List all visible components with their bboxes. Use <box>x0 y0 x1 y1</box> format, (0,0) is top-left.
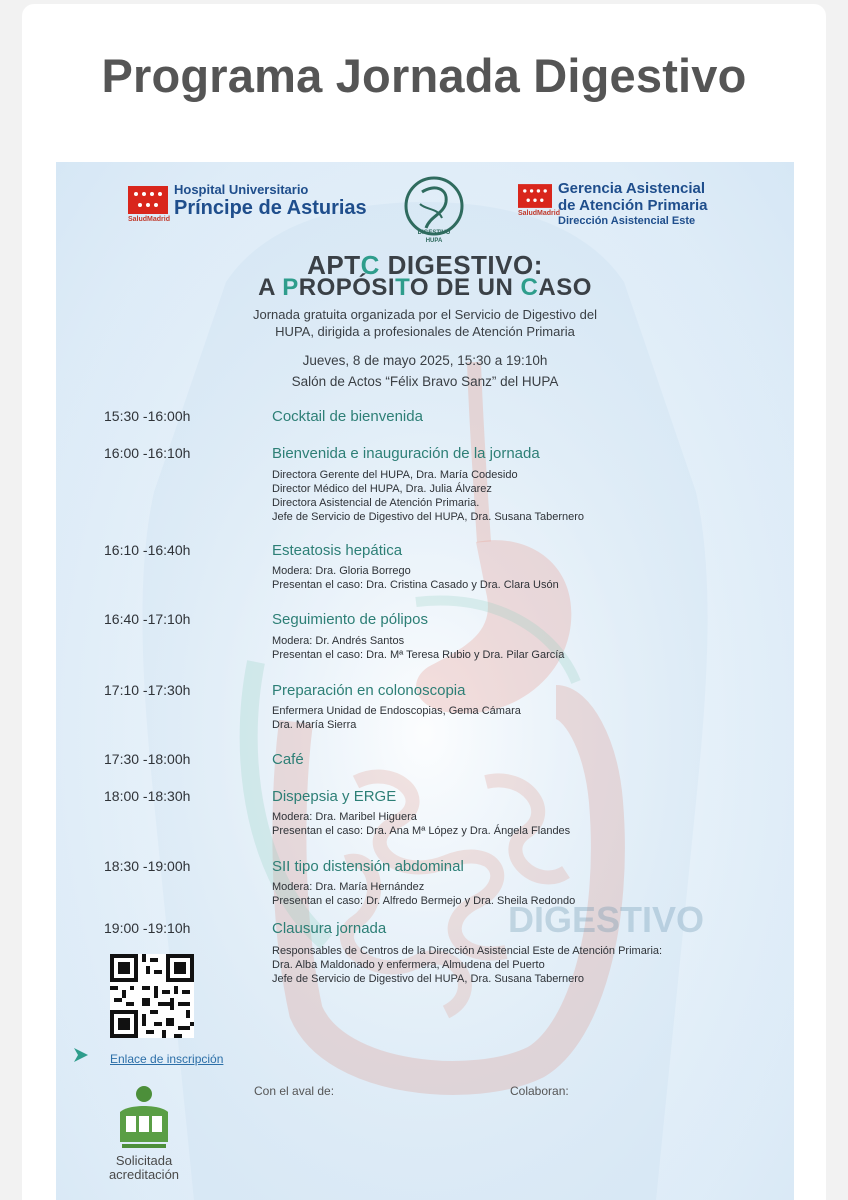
gerencia-logo-line3: Dirección Asistencial Este <box>558 215 696 227</box>
slot-title: Preparación en colonoscopia <box>272 682 466 699</box>
page-title: Programa Jornada Digestivo <box>101 49 747 102</box>
slot-title: Esteatosis hepática <box>272 542 403 559</box>
madrid-stars-icon <box>128 186 168 214</box>
slot-detail: Dra. Alba Maldonado y enfermera, Almudena del Puerto <box>272 959 545 971</box>
poster-intro <box>56 306 794 340</box>
event-poster <box>56 162 794 1200</box>
madrid-stars-icon <box>518 184 552 208</box>
accreditation-line2: acreditación <box>108 1167 180 1182</box>
slot-time: 18:30 -19:00h <box>104 858 191 874</box>
slot-title: SII tipo distensión abdominal <box>272 858 464 875</box>
arrow-right-icon <box>70 1044 92 1066</box>
salud-madrid-tag: SaludMadrid <box>518 210 561 217</box>
salud-madrid-tag: SaludMadrid <box>128 216 171 223</box>
slot-time: 19:00 -19:10h <box>104 920 191 936</box>
slot-detail: Responsables de Centros de la Dirección Asistencial Este de Atención Primaria: <box>272 945 663 957</box>
registration-link[interactable]: Enlace de inscripción <box>110 1052 224 1066</box>
gerencia-logo-line1: Gerencia Asistencial <box>558 180 706 197</box>
registration-qr-code[interactable] <box>110 954 194 1038</box>
slot-time: 17:10 -17:30h <box>104 682 191 698</box>
slot-detail: Modera: Dra. María Hernández <box>272 881 425 893</box>
slot-title: Bienvenida e inauguración de la jornada <box>272 445 540 462</box>
hospital-logo-line2: Príncipe de Asturias <box>174 197 367 219</box>
slot-detail: Modera: Dr. Andrés Santos <box>272 635 405 647</box>
center-logo-line1: DIGESTIVO <box>417 230 451 236</box>
slot-title: Café <box>272 751 304 768</box>
slot-time: 17:30 -18:00h <box>104 751 191 767</box>
slot-detail: Presentan el caso: Dra. Mª Teresa Rubio y Dra. Pilar García <box>272 649 565 661</box>
slot-detail: Jefe de Servicio de Digestivo del HUPA, Dra. Susana Tabernero <box>272 973 585 985</box>
gerencia-logo-line2: de Atención Primaria <box>558 197 708 214</box>
slot-detail: Presentan el caso: Dr. Alfredo Bermejo y Dra. Sheila Redondo <box>272 895 576 907</box>
slot-time: 16:00 -16:10h <box>104 445 191 461</box>
slot-detail: Presentan el caso: Dra. Cristina Casado y Dra. Clara Usón <box>272 579 559 591</box>
slot-title: Clausura jornada <box>272 920 387 937</box>
accreditation-line1: Solicitada <box>115 1153 173 1168</box>
event-date: Jueves, 8 de mayo 2025, 15:30 a 19:10h <box>302 353 548 368</box>
intro-line2: HUPA, dirigida a profesionales de Atención Primaria <box>275 324 575 339</box>
slot-detail: Modera: Dra. Gloria Borrego <box>272 565 411 577</box>
slot-detail: Jefe de Servicio de Digestivo del HUPA, Dra. Susana Tabernero <box>272 511 585 523</box>
intro-line1: Jornada gratuita organizada por el Servicio de Digestivo del <box>253 307 597 322</box>
slot-detail: Presentan el caso: Dra. Ana Mª López y Dra. Ángela Flandes <box>272 825 571 837</box>
digestivo-hupa-logo <box>402 174 466 246</box>
poster-date-venue <box>56 350 794 392</box>
slot-detail: Modera: Dra. Maribel Higuera <box>272 811 417 823</box>
slot-title: Seguimiento de pólipos <box>272 611 428 628</box>
slot-detail: Dra. María Sierra <box>272 719 357 731</box>
slot-time: 18:00 -18:30h <box>104 788 191 804</box>
slot-time: 15:30 -16:00h <box>104 408 191 424</box>
event-venue: Salón de Actos “Félix Bravo Sanz” del HUPA <box>291 374 559 389</box>
poster-headline-line1: APTC DIGESTIVO: <box>307 250 543 280</box>
slot-detail: Enfermera Unidad de Endoscopias, Gema Cámara <box>272 705 521 717</box>
slot-time: 16:10 -16:40h <box>104 542 191 558</box>
accreditation-logo <box>108 1082 180 1154</box>
slot-title: Dispepsia y ERGE <box>272 788 397 805</box>
slot-time: 16:40 -17:10h <box>104 611 191 627</box>
slot-detail: Directora Gerente del HUPA, Dra. María Codesido <box>272 469 518 481</box>
slot-title: Cocktail de bienvenida <box>272 408 423 425</box>
slot-detail: Director Médico del HUPA, Dra. Julia Álvarez <box>272 483 492 495</box>
center-logo-line2: HUPA <box>425 238 443 244</box>
poster-headline-line2: A PROPÓSITO DE UN CASO <box>258 274 592 301</box>
hospital-logo-line1: Hospital Universitario <box>174 182 309 197</box>
watermark-text: DIGESTIVO <box>508 899 705 940</box>
aval-label: Con el aval de: <box>254 1084 335 1098</box>
slot-detail: Directora Asistencial de Atención Primaria. <box>272 497 480 509</box>
colaboran-label: Colaboran: <box>510 1084 569 1098</box>
